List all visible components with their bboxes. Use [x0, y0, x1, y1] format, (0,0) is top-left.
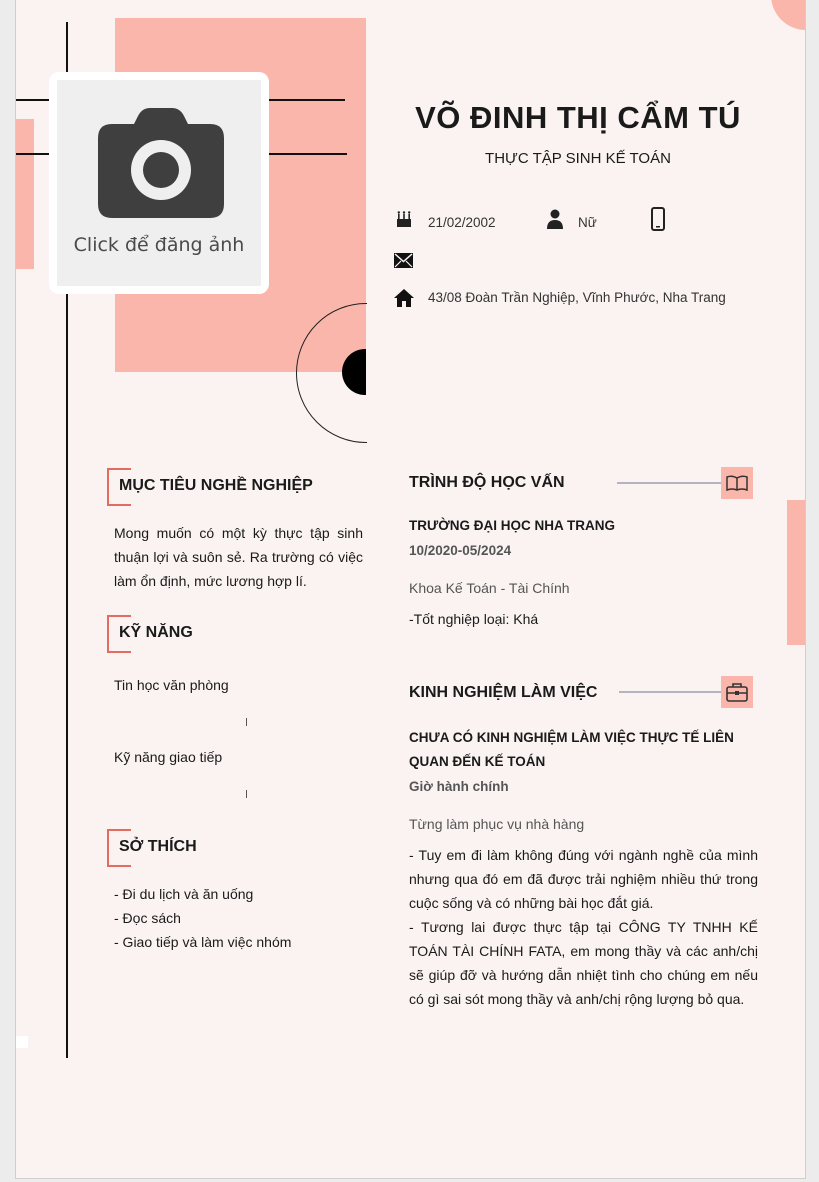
briefcase-icon — [726, 682, 748, 702]
education-icon-box — [721, 467, 753, 499]
book-icon — [726, 475, 748, 491]
experience-heading: KINH NGHIỆM LÀM VIỆC — [409, 684, 598, 701]
photo-placeholder[interactable] — [57, 80, 261, 286]
education-major: Khoa Kế Toán - Tài Chính — [409, 580, 570, 596]
experience-description: - Tương lai được thực tập tại CÔNG TY TNHH KẾ TOÁN TÀI CHÍNH FATA, em mong thầy và các anh/chị sẽ giúp đỡ và hướng dẫn nhiệt tình cho chúng em nếu có gì sai sót mong thầy và anh/chị rộng lượng bỏ qua. — [409, 919, 758, 1007]
mail-icon — [394, 253, 413, 268]
experience-company: Từng làm phục vụ nhà hàng — [409, 816, 585, 832]
skill-rating-marker — [246, 790, 247, 798]
deco-white-mark — [16, 1036, 28, 1048]
full-name: VÕ ĐINH THỊ CẨM TÚ — [415, 100, 741, 135]
skill-item-label: Kỹ năng giao tiếp — [114, 749, 223, 765]
school-name: TRƯỜNG ĐẠI HỌC NHA TRANG — [409, 518, 615, 533]
home-icon — [394, 289, 414, 307]
education-detail: -Tốt nghiệp loại: Khá — [409, 611, 539, 627]
education-heading: TRÌNH ĐỘ HỌC VẤN — [409, 474, 565, 491]
camera-icon — [98, 108, 224, 218]
hobby-item: - Giao tiếp và làm việc nhóm — [114, 934, 292, 950]
experience-rule — [619, 691, 723, 693]
hobby-item: - Đọc sách — [114, 910, 181, 926]
photo-upload[interactable] — [49, 72, 269, 294]
job-title: THỰC TẬP SINH KẾ TOÁN — [485, 150, 671, 167]
cake-icon — [395, 210, 413, 228]
phone-icon — [651, 207, 665, 231]
right-pink-strip — [787, 500, 805, 645]
skills-heading: KỸ NĂNG — [119, 624, 193, 641]
birthday: 21/02/2002 — [428, 215, 496, 230]
deco-dot — [342, 349, 388, 395]
skill-rating-marker — [246, 718, 247, 726]
deco-ring — [296, 303, 436, 443]
experience-icon-box — [721, 676, 753, 708]
corner-circle — [771, 0, 806, 30]
hobby-item: - Đi du lịch và ăn uống — [114, 886, 254, 902]
gender: Nữ — [578, 215, 597, 230]
person-icon — [546, 209, 564, 229]
education-rule — [617, 482, 723, 484]
experience-description: - Tuy em đi làm không đúng với ngành nghề của mình nhưng qua đó em đã được trải nghiệm nhiều thứ trong cuộc sống và có những bài học đắt giá. — [409, 847, 758, 911]
experience-time: Giờ hành chính — [409, 779, 509, 794]
objective-text: Mong muốn có một kỳ thực tập sinh thuận lợi và suôn sẻ. Ra trường có việc làm ổn định, mức lương hợp lí. — [114, 525, 363, 589]
hobbies-heading: SỞ THÍCH — [119, 838, 197, 855]
address: 43/08 Đoàn Trần Nghiệp, Vĩnh Phước, Nha Trang — [428, 290, 726, 305]
education-period: 10/2020-05/2024 — [409, 543, 512, 558]
objective-heading: MỤC TIÊU NGHỀ NGHIỆP — [119, 477, 313, 494]
skill-item-label: Tin học văn phòng — [114, 677, 229, 693]
photo-upload-label: Click để đăng ảnh — [73, 234, 245, 256]
left-pink-strip — [16, 119, 34, 269]
experience-position: CHƯA CÓ KINH NGHIỆM LÀM VIỆC THỰC TẾ LIÊN QUAN ĐẾN KẾ TOÁN — [409, 730, 734, 769]
cv-page — [15, 0, 806, 1179]
